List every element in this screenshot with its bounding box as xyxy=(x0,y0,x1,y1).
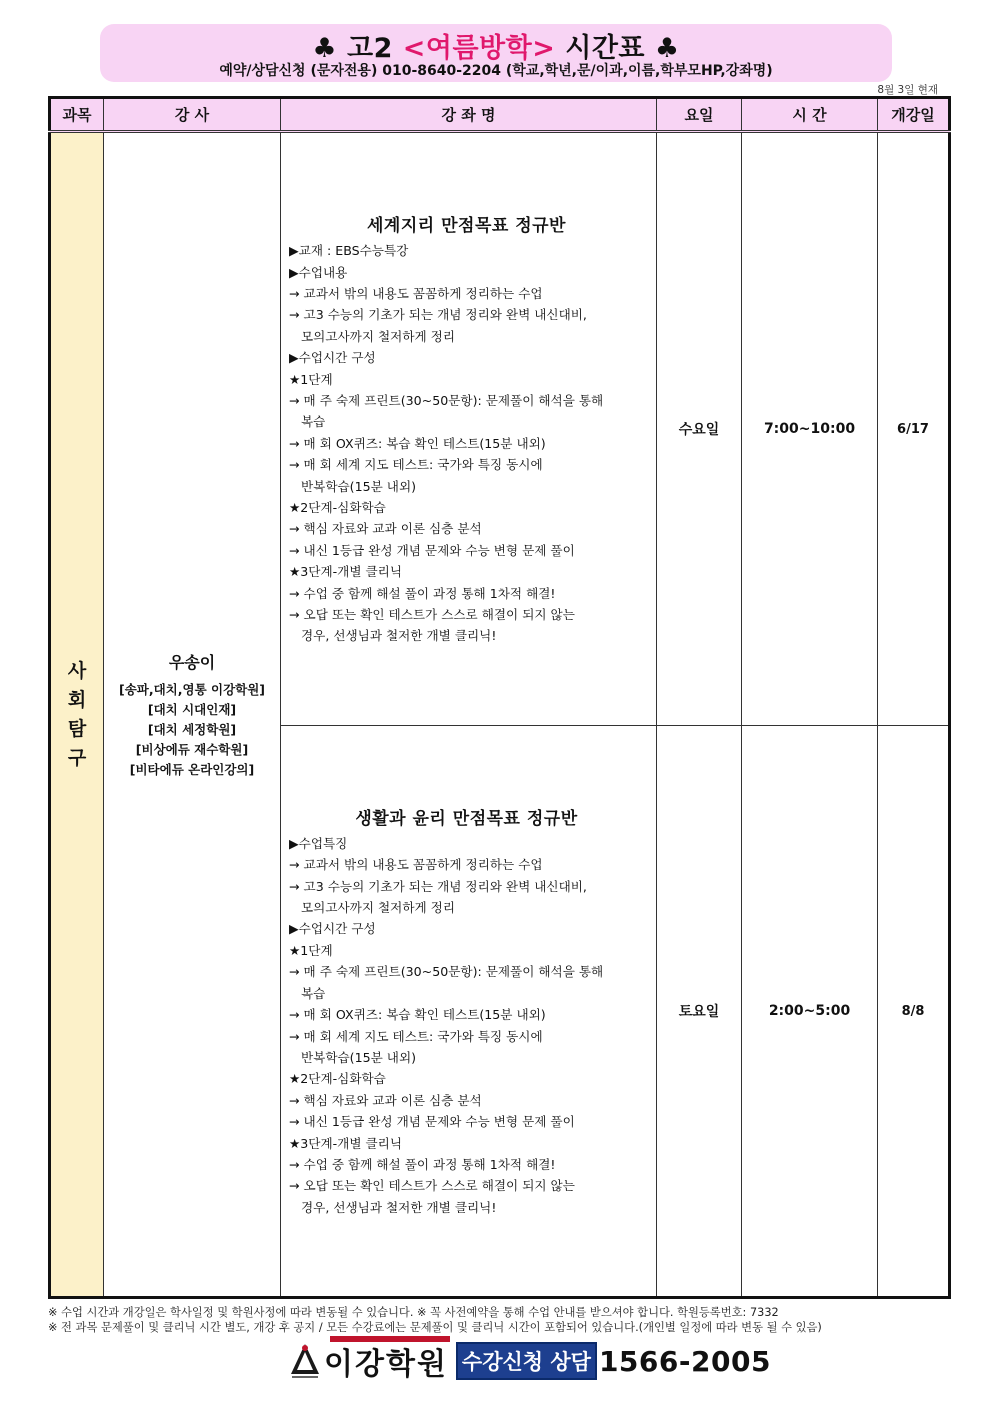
course-line: → 교과서 밖의 내용도 꼼꼼하게 정리하는 수업 xyxy=(289,857,543,873)
title-highlight: <여름방학> xyxy=(402,33,556,64)
course-line: ★3단계-개별 클리닉 xyxy=(289,1135,403,1151)
course-line: 경우, 선생님과 철저한 개별 클리닉! xyxy=(289,628,497,644)
course-line: ▶수업시간 구성 xyxy=(289,350,376,366)
title-suffix: 시간표 ♣ xyxy=(555,33,680,64)
course-start-date: 8/8 xyxy=(878,726,950,1298)
course-line: → 매 회 세계 지도 테스트: 국가와 특징 동시에 xyxy=(289,1028,543,1044)
course-line: → 매 주 숙제 프린트(30~50문항): 문제풀이 해석을 통해 xyxy=(289,392,604,408)
academy-logo-icon xyxy=(288,1342,322,1380)
course-cell xyxy=(281,726,657,1298)
course-title: 생활과 윤리 만점목표 정규반 xyxy=(355,808,578,829)
course-line: 경우, 선생님과 철저한 개별 클리닉! xyxy=(289,1199,497,1215)
teacher-affiliation: [송파,대치,영통 이강학원] xyxy=(118,681,266,697)
col-header-time: 시 간 xyxy=(742,98,878,132)
subject-char: 탐 xyxy=(67,717,87,740)
course-line: 모의고사까지 철저하게 정리 xyxy=(289,900,456,916)
course-day: 수요일 xyxy=(657,132,742,726)
course-line: → 매 회 OX퀴즈: 복습 확인 테스트(15분 내외) xyxy=(289,1007,546,1023)
course-line: ★1단계 xyxy=(289,371,333,387)
teacher-affiliation: [비타에듀 온라인강의] xyxy=(129,761,255,777)
course-time: 7:00~10:00 xyxy=(742,132,878,726)
as-of-date: 8월 3일 현재 xyxy=(877,84,938,96)
course-description xyxy=(289,833,644,1218)
course-line: → 교과서 밖의 내용도 꼼꼼하게 정리하는 수업 xyxy=(289,285,543,301)
footnote-line: ※ 전 과목 문제풀이 및 클리닉 시간 별도, 개강 후 공지 / 모든 수강료에는 문제풀이 및 클리닉 시간이 포함되어 있습니다.(개인별 일정에 따라 변동 될 수 있음) xyxy=(48,1321,822,1334)
teacher-cell xyxy=(104,132,281,1298)
course-line: 복습 xyxy=(289,985,326,1001)
course-line: 모의고사까지 철저하게 정리 xyxy=(289,328,456,344)
course-line: ▶수업시간 구성 xyxy=(289,921,376,937)
course-line: 복습 xyxy=(289,414,326,430)
academy-tagline-bar xyxy=(330,1336,450,1342)
course-line: ★2단계-심화학습 xyxy=(289,500,386,516)
col-header-day: 요일 xyxy=(657,98,742,132)
subject-char: 구 xyxy=(67,746,87,769)
header-row xyxy=(50,98,950,132)
course-line: → 내신 1등급 완성 개념 문제와 수능 변형 문제 풀이 xyxy=(289,1114,575,1130)
course-line: → 매 주 숙제 프린트(30~50문항): 문제풀이 해석을 통해 xyxy=(289,964,604,980)
course-line: → 오답 또는 확인 테스트가 스스로 해결이 되지 않는 xyxy=(289,607,575,623)
course-line: → 내신 1등급 완성 개념 문제와 수능 변형 문제 풀이 xyxy=(289,542,575,558)
course-line: 반복학습(15분 내외) xyxy=(289,478,417,494)
course-line: ★1단계 xyxy=(289,942,333,958)
course-title: 세계지리 만점목표 정규반 xyxy=(367,216,566,237)
timetable xyxy=(48,96,951,1299)
teacher-affiliation: [대치 세정학원] xyxy=(147,721,237,737)
course-description xyxy=(289,240,644,647)
course-day: 토요일 xyxy=(657,726,742,1298)
title-prefix: ♣ 고2 xyxy=(312,33,403,64)
course-line: ▶수업내용 xyxy=(289,264,348,280)
col-header-subject: 과목 xyxy=(50,98,104,132)
col-header-start: 개강일 xyxy=(878,98,950,132)
course-line: → 오답 또는 확인 테스트가 스스로 해결이 되지 않는 xyxy=(289,1178,575,1194)
teacher-affiliation: [비상에듀 재수학원] xyxy=(135,741,249,757)
subject-char: 사 xyxy=(67,659,87,682)
col-header-teacher: 강 사 xyxy=(104,98,281,132)
contact-subtitle: 예약/상담신청 (문자전용) 010-8640-2204 (학교,학년,문/이과,이름,학부모HP,강좌명) xyxy=(219,63,773,79)
course-start-date: 6/17 xyxy=(878,132,950,726)
course-line: → 수업 중 함께 해설 풀이 과정 통해 1차적 해결! xyxy=(289,585,556,601)
footer-banner xyxy=(288,1341,771,1381)
academy-name: 이강학원 xyxy=(324,1339,448,1383)
course-line: 반복학습(15분 내외) xyxy=(289,1049,417,1065)
teacher-affiliation: [대치 시대인재] xyxy=(147,701,237,717)
col-header-course: 강 좌 명 xyxy=(281,98,657,132)
course-line: → 핵심 자료와 교과 이론 심층 분석 xyxy=(289,1092,482,1108)
course-line: ★3단계-개별 클리닉 xyxy=(289,564,403,580)
course-line: ▶수업특징 xyxy=(289,835,348,851)
phone-number: 1566-2005 xyxy=(598,1344,771,1378)
footnote-line: ※ 수업 시간과 개강일은 학사일정 및 학원사정에 따라 변동될 수 있습니다. ※ 꼭 사전예약을 통해 수업 안내를 받으셔야 합니다. 학원등록번호: 7332 xyxy=(48,1306,779,1319)
course-line: → 고3 수능의 기초가 되는 개념 정리와 완벽 내신대비, xyxy=(289,878,587,894)
table-row xyxy=(50,132,950,726)
course-line: → 고3 수능의 기초가 되는 개념 정리와 완벽 내신대비, xyxy=(289,307,587,323)
course-line: → 수업 중 함께 해설 풀이 과정 통해 1차적 해결! xyxy=(289,1156,556,1172)
course-line: → 매 회 세계 지도 테스트: 국가와 특징 동시에 xyxy=(289,457,543,473)
teacher-name: 우송이 xyxy=(168,652,216,672)
subject-cell xyxy=(50,132,104,1298)
subject-char: 회 xyxy=(67,688,87,711)
footnotes xyxy=(48,1305,948,1335)
course-time: 2:00~5:00 xyxy=(742,726,878,1298)
course-line: ▶교재 : EBS수능특강 xyxy=(289,243,409,259)
enroll-consult-button[interactable]: 수강신청 상담 xyxy=(456,1342,597,1380)
course-cell xyxy=(281,132,657,726)
course-line: → 핵심 자료와 교과 이론 심층 분석 xyxy=(289,521,482,537)
course-line: → 매 회 OX퀴즈: 복습 확인 테스트(15분 내외) xyxy=(289,435,546,451)
course-line: ★2단계-심화학습 xyxy=(289,1071,386,1087)
